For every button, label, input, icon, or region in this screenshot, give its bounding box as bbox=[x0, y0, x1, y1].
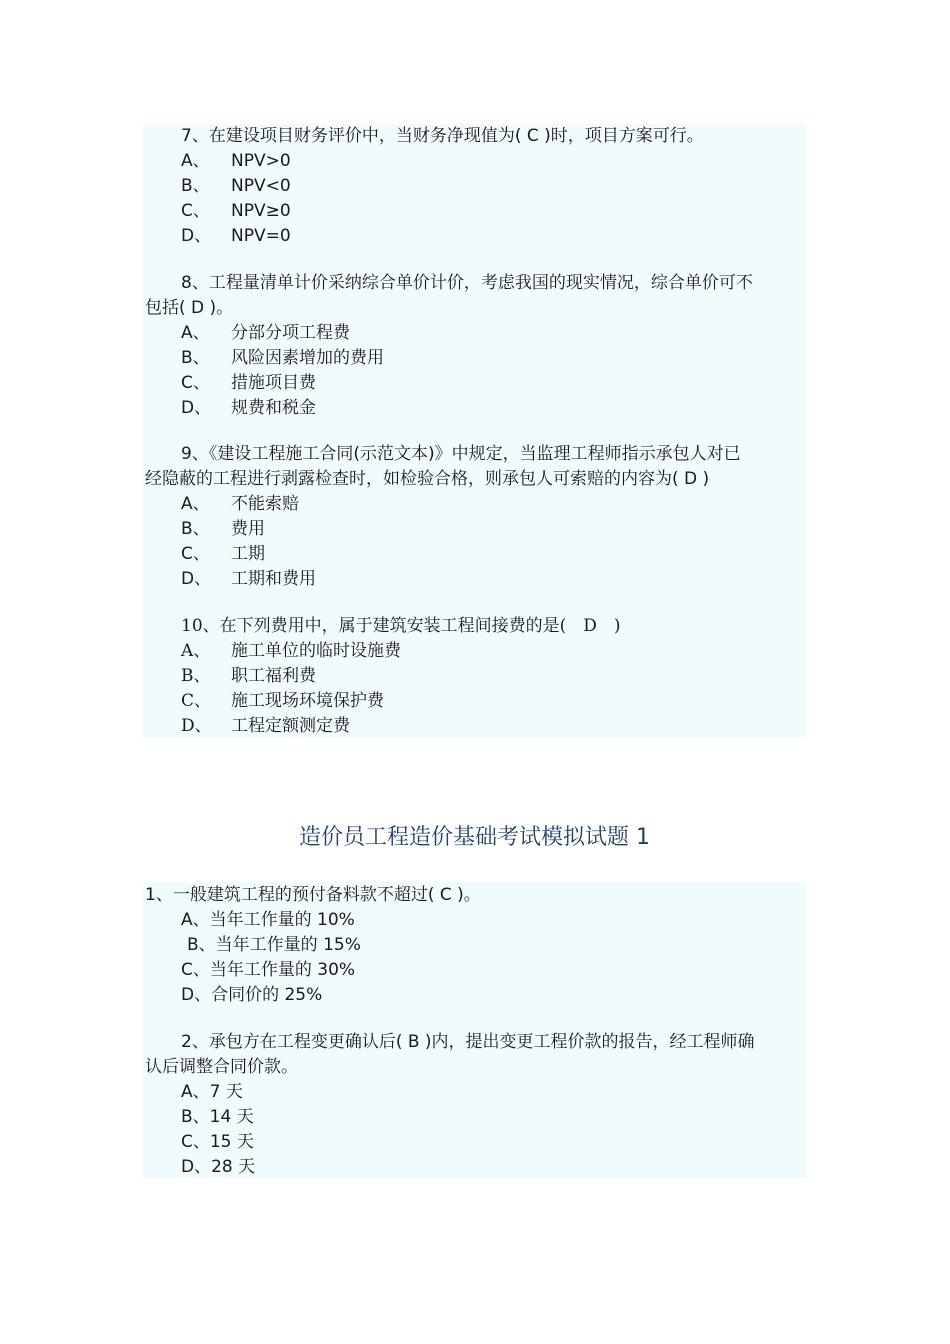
question-9-line-1: 9、《建设工程施工合同(示范文本)》中规定，当监理工程师指示承包人对已 bbox=[181, 444, 741, 464]
q2-option-a: A、7 天 bbox=[181, 1082, 243, 1102]
q8-option-b: B、 风险因素增加的费用 bbox=[181, 348, 384, 368]
q10-option-d: D、 工程定额测定费 bbox=[181, 716, 350, 736]
question-8-line-2: 包括( D )。 bbox=[145, 298, 234, 318]
q9-option-d: D、 工期和费用 bbox=[181, 569, 316, 589]
content-block-top bbox=[143, 124, 806, 738]
q1-option-c: C、当年工作量的 30% bbox=[181, 960, 356, 980]
q2-option-b: B、14 天 bbox=[181, 1107, 254, 1127]
document-title: 造价员工程造价基础考试模拟试题 1 bbox=[299, 825, 650, 850]
q9-option-a: A、 不能索赔 bbox=[181, 494, 299, 514]
question-2-line-1: 2、承包方在工程变更确认后( B )内，提出变更工程价款的报告，经工程师确 bbox=[181, 1032, 755, 1052]
q7-option-a: A、 NPV>0 bbox=[181, 151, 291, 171]
q8-option-a: A、 分部分项工程费 bbox=[181, 323, 350, 343]
q2-option-d: D、28 天 bbox=[181, 1157, 256, 1177]
question-8-line-1: 8、工程量清单计价采纳综合单价计价，考虑我国的现实情况，综合单价可不 bbox=[181, 273, 753, 293]
content-block-bottom bbox=[143, 882, 806, 1178]
q10-option-b: B、 职工福利费 bbox=[181, 666, 316, 686]
q10-option-c: C、 施工现场环境保护费 bbox=[181, 691, 384, 711]
q1-option-b: B、当年工作量的 15% bbox=[187, 935, 361, 955]
q9-option-b: B、 费用 bbox=[181, 519, 265, 539]
q10-option-a: A、 施工单位的临时设施费 bbox=[181, 641, 401, 661]
q8-option-d: D、 规费和税金 bbox=[181, 398, 316, 418]
q1-option-a: A、当年工作量的 10% bbox=[181, 910, 355, 930]
question-9-line-2: 经隐蔽的工程进行剥露检查时，如检验合格，则承包人可索赔的内容为( D ) bbox=[145, 469, 710, 489]
q7-option-c: C、 NPV≥0 bbox=[181, 201, 291, 221]
q7-option-d: D、 NPV=0 bbox=[181, 226, 291, 246]
question-2-line-2: 认后调整合同价款。 bbox=[145, 1057, 298, 1077]
q2-option-c: C、15 天 bbox=[181, 1132, 254, 1152]
question-1: 1、一般建筑工程的预付备料款不超过( C )。 bbox=[145, 885, 481, 905]
question-7: 7、在建设项目财务评价中，当财务净现值为( C )时，项目方案可行。 bbox=[181, 126, 704, 146]
q7-option-b: B、 NPV<0 bbox=[181, 176, 291, 196]
q9-option-c: C、 工期 bbox=[181, 544, 265, 564]
q8-option-c: C、 措施项目费 bbox=[181, 373, 316, 393]
question-10: 10、在下列费用中，属于建筑安装工程间接费的是( D ) bbox=[181, 616, 621, 636]
q1-option-d: D、合同价的 25% bbox=[181, 985, 323, 1005]
